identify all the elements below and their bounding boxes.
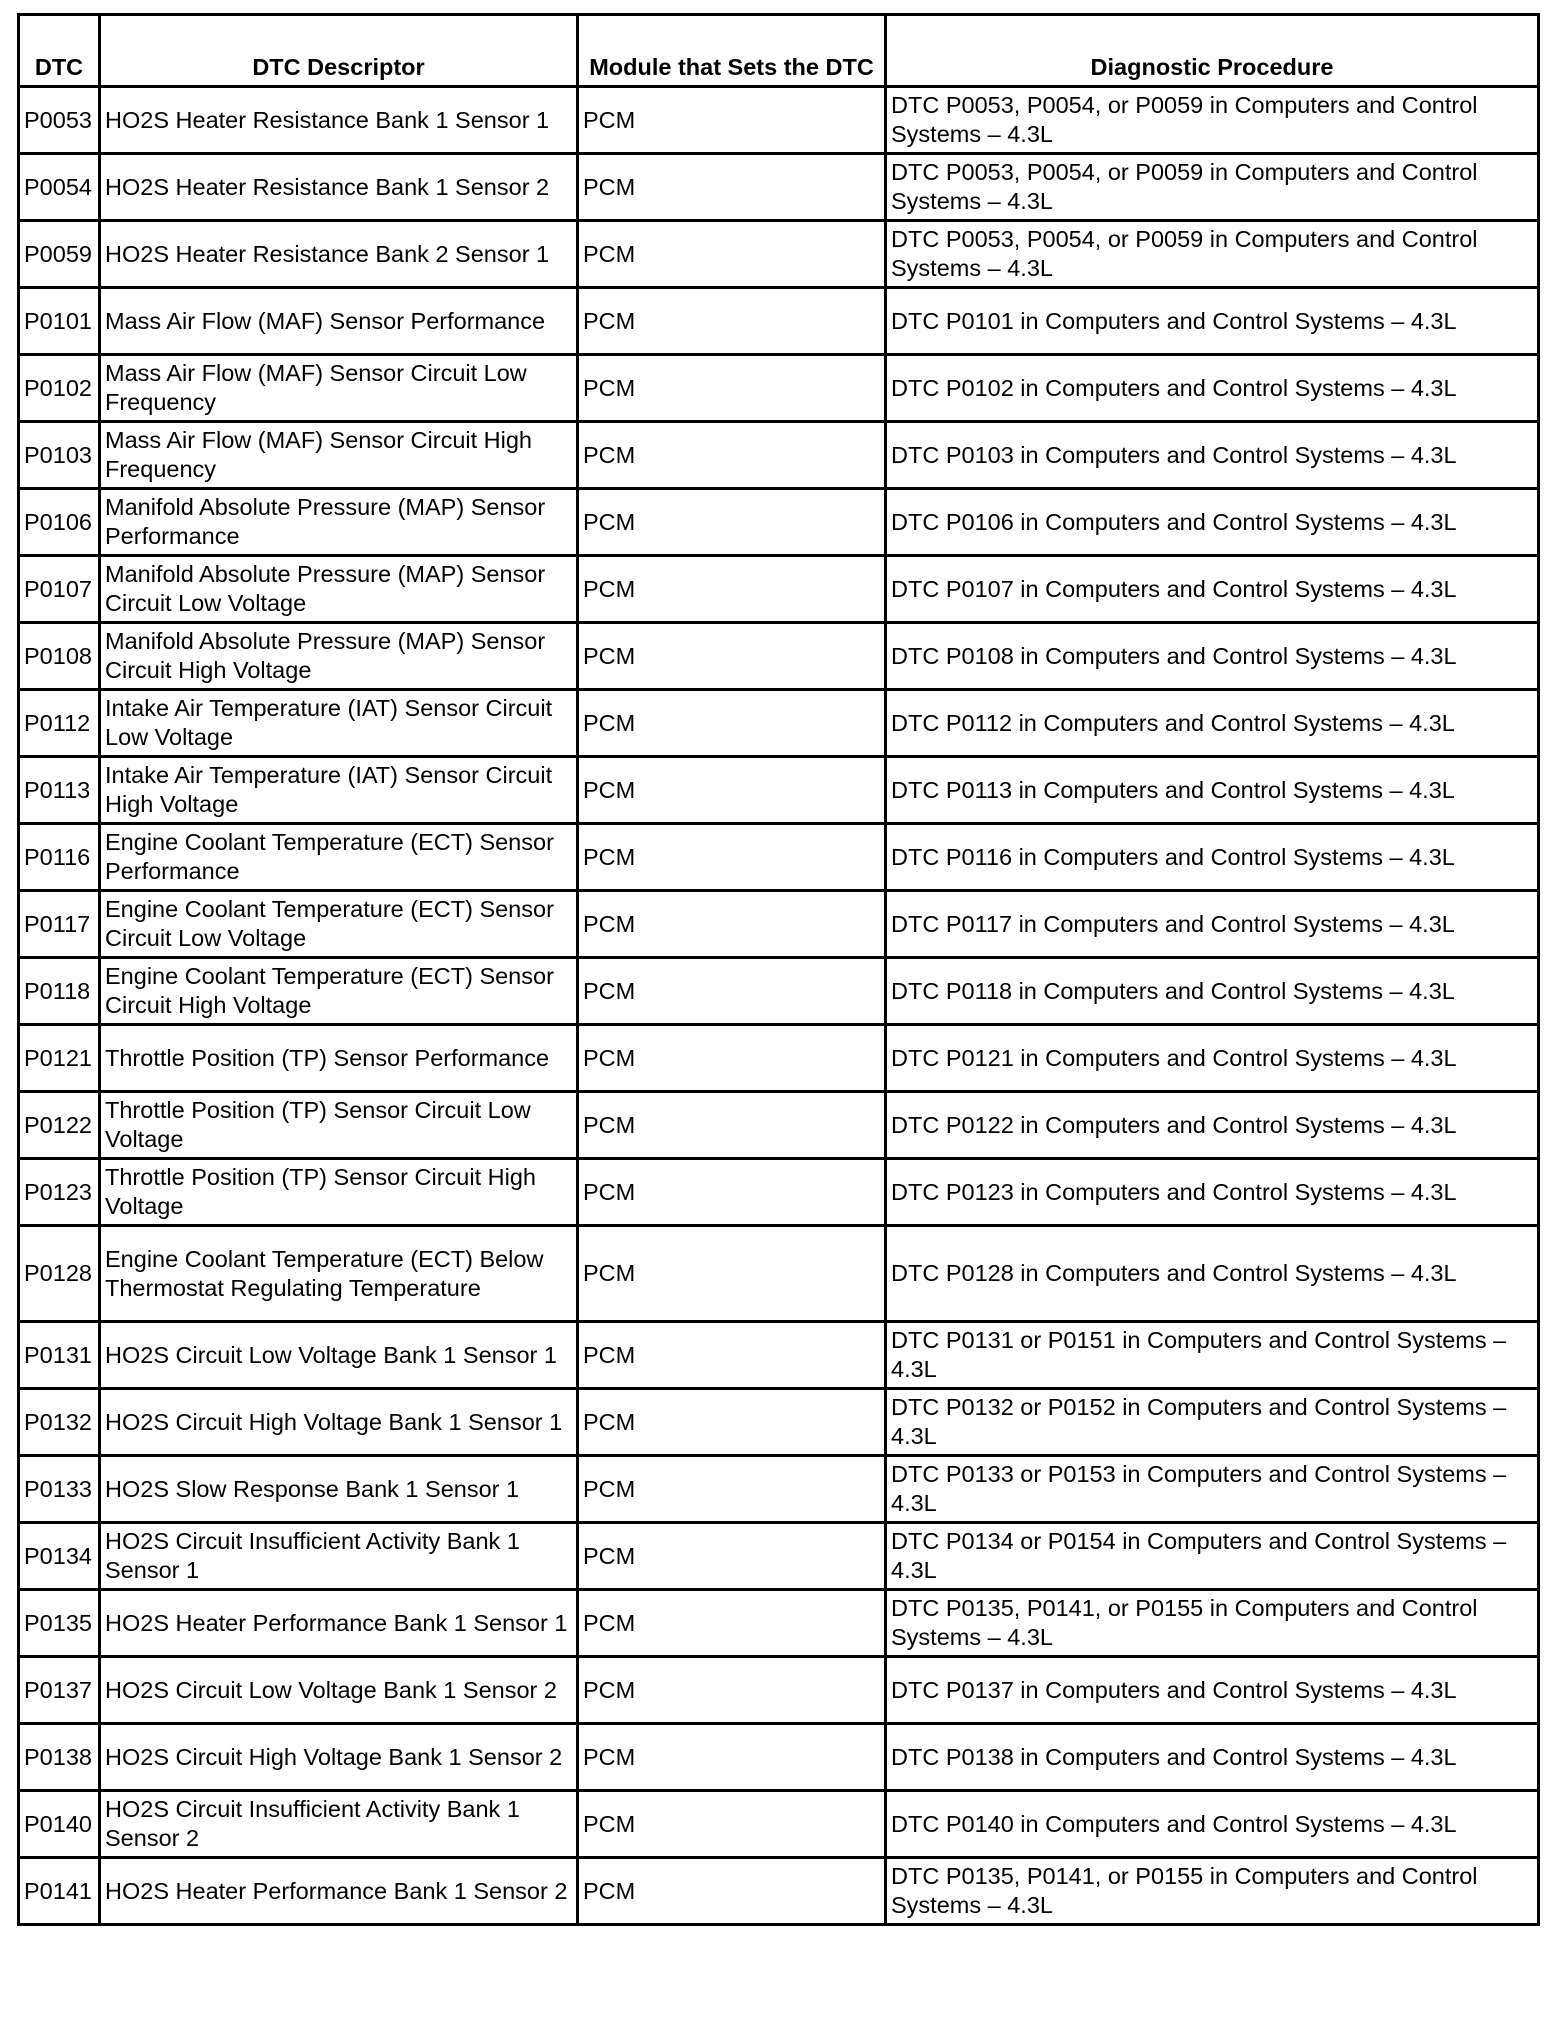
cell-descriptor: HO2S Heater Resistance Bank 1 Sensor 1	[100, 87, 578, 154]
cell-dtc: P0117	[19, 891, 100, 958]
cell-dtc: P0123	[19, 1159, 100, 1226]
cell-descriptor: HO2S Circuit High Voltage Bank 1 Sensor 1	[100, 1389, 578, 1456]
table-row	[19, 1389, 1539, 1456]
cell-descriptor: HO2S Circuit High Voltage Bank 1 Sensor 2	[100, 1724, 578, 1791]
cell-procedure: DTC P0101 in Computers and Control Systems – 4.3L	[886, 288, 1539, 355]
cell-dtc: P0103	[19, 422, 100, 489]
cell-dtc: P0133	[19, 1456, 100, 1523]
cell-module: PCM	[578, 87, 886, 154]
cell-dtc: P0128	[19, 1226, 100, 1322]
table-row	[19, 623, 1539, 690]
cell-descriptor: Mass Air Flow (MAF) Sensor Circuit Low Frequency	[100, 355, 578, 422]
cell-procedure: DTC P0108 in Computers and Control Systems – 4.3L	[886, 623, 1539, 690]
table-row	[19, 1791, 1539, 1858]
cell-module: PCM	[578, 1322, 886, 1389]
header-dtc: DTC	[19, 15, 100, 87]
cell-module: PCM	[578, 1159, 886, 1226]
cell-descriptor: HO2S Circuit Insufficient Activity Bank 1 Sensor 1	[100, 1523, 578, 1590]
table-row	[19, 1092, 1539, 1159]
cell-descriptor: Throttle Position (TP) Sensor Performance	[100, 1025, 578, 1092]
cell-procedure: DTC P0128 in Computers and Control Systems – 4.3L	[886, 1226, 1539, 1322]
cell-descriptor: HO2S Circuit Insufficient Activity Bank 1 Sensor 2	[100, 1791, 578, 1858]
cell-procedure: DTC P0131 or P0151 in Computers and Control Systems – 4.3L	[886, 1322, 1539, 1389]
table-row	[19, 757, 1539, 824]
header-module: Module that Sets the DTC	[578, 15, 886, 87]
cell-descriptor: Engine Coolant Temperature (ECT) Below Thermostat Regulating Temperature	[100, 1226, 578, 1322]
cell-descriptor: Manifold Absolute Pressure (MAP) Sensor Circuit High Voltage	[100, 623, 578, 690]
table-row	[19, 1226, 1539, 1322]
cell-descriptor: Engine Coolant Temperature (ECT) Sensor Circuit High Voltage	[100, 958, 578, 1025]
cell-dtc: P0053	[19, 87, 100, 154]
cell-procedure: DTC P0133 or P0153 in Computers and Control Systems – 4.3L	[886, 1456, 1539, 1523]
cell-procedure: DTC P0118 in Computers and Control Systems – 4.3L	[886, 958, 1539, 1025]
table-row	[19, 1724, 1539, 1791]
cell-procedure: DTC P0106 in Computers and Control Systems – 4.3L	[886, 489, 1539, 556]
table-row	[19, 221, 1539, 288]
cell-module: PCM	[578, 1858, 886, 1925]
cell-descriptor: Throttle Position (TP) Sensor Circuit Low Voltage	[100, 1092, 578, 1159]
cell-dtc: P0140	[19, 1791, 100, 1858]
cell-module: PCM	[578, 489, 886, 556]
cell-module: PCM	[578, 1092, 886, 1159]
cell-module: PCM	[578, 623, 886, 690]
cell-module: PCM	[578, 690, 886, 757]
table-row	[19, 1159, 1539, 1226]
cell-descriptor: Engine Coolant Temperature (ECT) Sensor Performance	[100, 824, 578, 891]
cell-dtc: P0113	[19, 757, 100, 824]
cell-procedure: DTC P0137 in Computers and Control Systems – 4.3L	[886, 1657, 1539, 1724]
cell-procedure: DTC P0102 in Computers and Control Systems – 4.3L	[886, 355, 1539, 422]
table-row	[19, 355, 1539, 422]
table-row	[19, 1858, 1539, 1925]
cell-descriptor: HO2S Slow Response Bank 1 Sensor 1	[100, 1456, 578, 1523]
cell-descriptor: HO2S Heater Resistance Bank 1 Sensor 2	[100, 154, 578, 221]
table-row	[19, 288, 1539, 355]
cell-descriptor: HO2S Circuit Low Voltage Bank 1 Sensor 2	[100, 1657, 578, 1724]
table-row	[19, 1456, 1539, 1523]
cell-procedure: DTC P0053, P0054, or P0059 in Computers and Control Systems – 4.3L	[886, 87, 1539, 154]
header-descriptor: DTC Descriptor	[100, 15, 578, 87]
table-row	[19, 824, 1539, 891]
cell-procedure: DTC P0116 in Computers and Control Systems – 4.3L	[886, 824, 1539, 891]
cell-descriptor: Throttle Position (TP) Sensor Circuit High Voltage	[100, 1159, 578, 1226]
table-row	[19, 154, 1539, 221]
cell-descriptor: HO2S Heater Performance Bank 1 Sensor 1	[100, 1590, 578, 1657]
cell-dtc: P0132	[19, 1389, 100, 1456]
cell-module: PCM	[578, 1724, 886, 1791]
cell-module: PCM	[578, 891, 886, 958]
header-row	[19, 15, 1539, 87]
dtc-table	[17, 13, 1540, 1926]
cell-module: PCM	[578, 1590, 886, 1657]
table-row	[19, 891, 1539, 958]
cell-module: PCM	[578, 1025, 886, 1092]
cell-dtc: P0131	[19, 1322, 100, 1389]
cell-dtc: P0122	[19, 1092, 100, 1159]
cell-procedure: DTC P0122 in Computers and Control Systems – 4.3L	[886, 1092, 1539, 1159]
cell-procedure: DTC P0121 in Computers and Control Systems – 4.3L	[886, 1025, 1539, 1092]
cell-procedure: DTC P0134 or P0154 in Computers and Control Systems – 4.3L	[886, 1523, 1539, 1590]
cell-procedure: DTC P0117 in Computers and Control Systems – 4.3L	[886, 891, 1539, 958]
cell-procedure: DTC P0112 in Computers and Control Systems – 4.3L	[886, 690, 1539, 757]
cell-dtc: P0106	[19, 489, 100, 556]
cell-module: PCM	[578, 1657, 886, 1724]
cell-dtc: P0137	[19, 1657, 100, 1724]
cell-module: PCM	[578, 1523, 886, 1590]
cell-module: PCM	[578, 154, 886, 221]
cell-descriptor: Mass Air Flow (MAF) Sensor Performance	[100, 288, 578, 355]
cell-procedure: DTC P0138 in Computers and Control Systems – 4.3L	[886, 1724, 1539, 1791]
cell-dtc: P0108	[19, 623, 100, 690]
table-row	[19, 1590, 1539, 1657]
cell-descriptor: Mass Air Flow (MAF) Sensor Circuit High Frequency	[100, 422, 578, 489]
table-row	[19, 1322, 1539, 1389]
table-row	[19, 1657, 1539, 1724]
cell-descriptor: HO2S Heater Performance Bank 1 Sensor 2	[100, 1858, 578, 1925]
cell-module: PCM	[578, 1226, 886, 1322]
cell-descriptor: Intake Air Temperature (IAT) Sensor Circuit Low Voltage	[100, 690, 578, 757]
cell-procedure: DTC P0135, P0141, or P0155 in Computers and Control Systems – 4.3L	[886, 1858, 1539, 1925]
cell-procedure: DTC P0107 in Computers and Control Systems – 4.3L	[886, 556, 1539, 623]
cell-descriptor: HO2S Heater Resistance Bank 2 Sensor 1	[100, 221, 578, 288]
cell-module: PCM	[578, 422, 886, 489]
cell-module: PCM	[578, 757, 886, 824]
cell-module: PCM	[578, 288, 886, 355]
table-row	[19, 1025, 1539, 1092]
cell-procedure: DTC P0132 or P0152 in Computers and Control Systems – 4.3L	[886, 1389, 1539, 1456]
table-row	[19, 690, 1539, 757]
cell-dtc: P0121	[19, 1025, 100, 1092]
cell-dtc: P0054	[19, 154, 100, 221]
cell-procedure: DTC P0113 in Computers and Control Systems – 4.3L	[886, 757, 1539, 824]
cell-module: PCM	[578, 556, 886, 623]
cell-procedure: DTC P0135, P0141, or P0155 in Computers and Control Systems – 4.3L	[886, 1590, 1539, 1657]
cell-dtc: P0134	[19, 1523, 100, 1590]
cell-descriptor: Manifold Absolute Pressure (MAP) Sensor Circuit Low Voltage	[100, 556, 578, 623]
cell-module: PCM	[578, 355, 886, 422]
cell-dtc: P0141	[19, 1858, 100, 1925]
cell-module: PCM	[578, 1791, 886, 1858]
cell-procedure: DTC P0103 in Computers and Control Systems – 4.3L	[886, 422, 1539, 489]
table-row	[19, 958, 1539, 1025]
cell-procedure: DTC P0053, P0054, or P0059 in Computers and Control Systems – 4.3L	[886, 221, 1539, 288]
cell-descriptor: Intake Air Temperature (IAT) Sensor Circuit High Voltage	[100, 757, 578, 824]
cell-dtc: P0102	[19, 355, 100, 422]
cell-module: PCM	[578, 958, 886, 1025]
header-procedure: Diagnostic Procedure	[886, 15, 1539, 87]
cell-dtc: P0118	[19, 958, 100, 1025]
cell-module: PCM	[578, 1389, 886, 1456]
cell-descriptor: Engine Coolant Temperature (ECT) Sensor Circuit Low Voltage	[100, 891, 578, 958]
cell-procedure: DTC P0053, P0054, or P0059 in Computers and Control Systems – 4.3L	[886, 154, 1539, 221]
table-row	[19, 489, 1539, 556]
table-row	[19, 87, 1539, 154]
cell-module: PCM	[578, 824, 886, 891]
cell-dtc: P0116	[19, 824, 100, 891]
table-row	[19, 1523, 1539, 1590]
table-row	[19, 556, 1539, 623]
cell-dtc: P0112	[19, 690, 100, 757]
cell-module: PCM	[578, 1456, 886, 1523]
cell-descriptor: Manifold Absolute Pressure (MAP) Sensor Performance	[100, 489, 578, 556]
cell-dtc: P0059	[19, 221, 100, 288]
cell-dtc: P0107	[19, 556, 100, 623]
cell-procedure: DTC P0123 in Computers and Control Systems – 4.3L	[886, 1159, 1539, 1226]
table-row	[19, 422, 1539, 489]
cell-procedure: DTC P0140 in Computers and Control Systems – 4.3L	[886, 1791, 1539, 1858]
cell-dtc: P0138	[19, 1724, 100, 1791]
cell-descriptor: HO2S Circuit Low Voltage Bank 1 Sensor 1	[100, 1322, 578, 1389]
cell-module: PCM	[578, 221, 886, 288]
cell-dtc: P0135	[19, 1590, 100, 1657]
cell-dtc: P0101	[19, 288, 100, 355]
